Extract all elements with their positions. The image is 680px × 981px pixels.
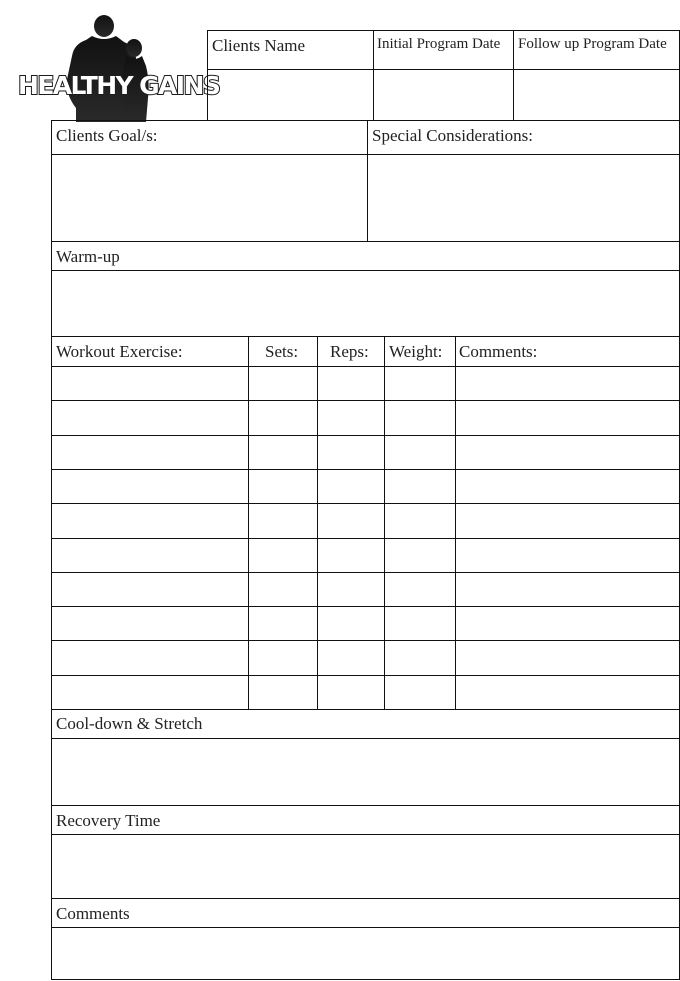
warmup-label: Warm-up [56, 247, 120, 266]
workout-cell[interactable] [318, 641, 384, 674]
workout-cell[interactable] [385, 573, 455, 606]
workout-cell[interactable] [385, 641, 455, 674]
workout-cell[interactable] [52, 367, 248, 400]
client-name-label: Clients Name [212, 36, 306, 55]
warmup-field[interactable] [52, 271, 679, 336]
cooldown-top-line [51, 709, 680, 710]
workout-cell[interactable] [52, 401, 248, 434]
workout-cell[interactable] [249, 676, 317, 709]
workout-cell[interactable] [318, 539, 384, 572]
recovery-field[interactable] [52, 835, 679, 898]
workout-cell[interactable] [249, 504, 317, 537]
workout-cell[interactable] [385, 539, 455, 572]
workout-cell[interactable] [52, 539, 248, 572]
workout-cell[interactable] [249, 401, 317, 434]
workout-cell[interactable] [385, 676, 455, 709]
workout-col-reps: Reps: [330, 342, 369, 361]
workout-cell[interactable] [249, 607, 317, 640]
workout-cell[interactable] [318, 504, 384, 537]
recovery-label: Recovery Time [56, 811, 161, 830]
cooldown-field[interactable] [52, 739, 679, 805]
goals-field[interactable] [52, 155, 367, 241]
cooldown-label: Cool-down & Stretch [56, 714, 203, 733]
workout-cell[interactable] [318, 607, 384, 640]
workout-cell[interactable] [318, 573, 384, 606]
warmup-top-line [51, 241, 680, 242]
workout-cell[interactable] [456, 676, 680, 709]
recovery-top-line [51, 805, 680, 806]
goals-label: Clients Goal/s: [56, 126, 158, 145]
followup-date-field[interactable] [514, 70, 679, 120]
workout-cell[interactable] [318, 676, 384, 709]
workout-cell[interactable] [249, 641, 317, 674]
special-considerations-field[interactable] [368, 155, 679, 241]
workout-cell[interactable] [456, 504, 680, 537]
couple-silhouette-icon [14, 12, 220, 122]
comments-top-line [51, 898, 680, 899]
workout-cell[interactable] [52, 676, 248, 709]
workout-cell[interactable] [456, 367, 680, 400]
workout-cell[interactable] [456, 470, 680, 503]
workout-cell[interactable] [456, 539, 680, 572]
workout-cell[interactable] [385, 470, 455, 503]
workout-cell[interactable] [318, 367, 384, 400]
logo-text: HEALTHY GAINS [18, 71, 220, 100]
workout-cell[interactable] [249, 470, 317, 503]
workout-cell[interactable] [52, 504, 248, 537]
workout-cell[interactable] [318, 470, 384, 503]
workout-cell[interactable] [52, 641, 248, 674]
workout-cell[interactable] [52, 436, 248, 469]
workout-cell[interactable] [456, 401, 680, 434]
workout-cell[interactable] [249, 573, 317, 606]
workout-cell[interactable] [318, 401, 384, 434]
workout-cell[interactable] [385, 504, 455, 537]
comments-field[interactable] [52, 928, 679, 979]
workout-col-sets: Sets: [265, 342, 299, 361]
workout-cell[interactable] [385, 401, 455, 434]
healthy-gains-logo [14, 12, 220, 122]
client-name-field[interactable] [208, 70, 373, 120]
workout-cell[interactable] [456, 641, 680, 674]
special-considerations-label: Special Considerations: [372, 126, 534, 145]
workout-cell[interactable] [52, 470, 248, 503]
workout-cell[interactable] [52, 607, 248, 640]
workout-cell[interactable] [456, 436, 680, 469]
comments-label: Comments [56, 904, 130, 923]
workout-top-line [51, 336, 680, 337]
workout-cell[interactable] [52, 573, 248, 606]
initial-date-label: Initial Program Date [377, 36, 501, 52]
workout-cell[interactable] [249, 436, 317, 469]
workout-cell[interactable] [318, 436, 384, 469]
workout-col-weight: Weight: [389, 342, 443, 361]
workout-cell[interactable] [385, 436, 455, 469]
workout-cell[interactable] [385, 607, 455, 640]
workout-cell[interactable] [456, 573, 680, 606]
workout-cell[interactable] [249, 367, 317, 400]
workout-col-comments: Comments: [459, 342, 538, 361]
initial-date-field[interactable] [374, 70, 513, 120]
followup-date-label: Follow up Program Date [518, 36, 667, 52]
workout-col-exercise: Workout Exercise: [56, 342, 183, 361]
workout-cell[interactable] [249, 539, 317, 572]
workout-cell[interactable] [456, 607, 680, 640]
workout-cell[interactable] [385, 367, 455, 400]
